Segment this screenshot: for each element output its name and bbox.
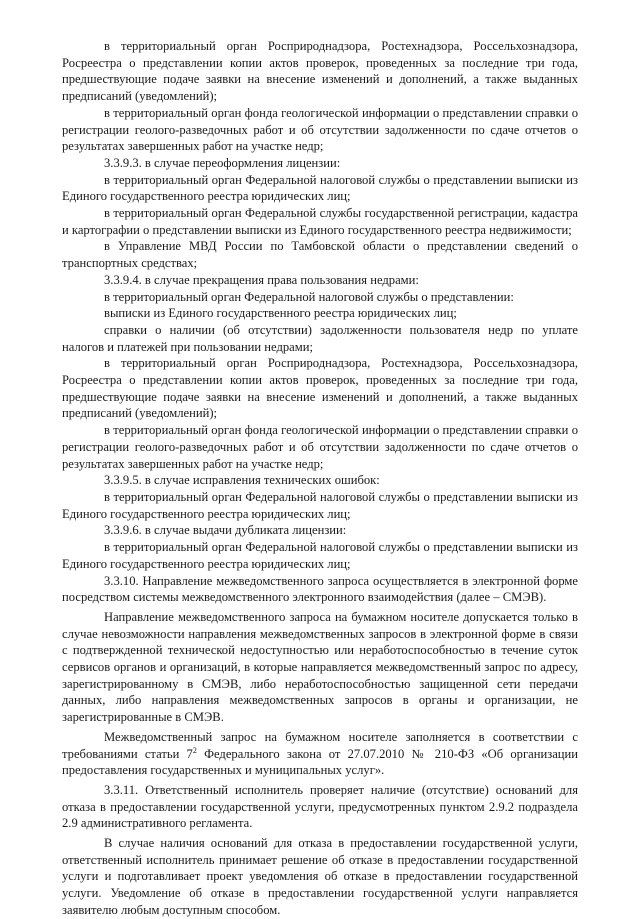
paragraph-3: 3.3.9.3. в случае переоформления лицензии:	[104, 155, 341, 170]
document-body	[62, 38, 578, 919]
paragraph-14: в территориальный орган Федеральной налоговой службы о представлении выписки из Единого государственного реестра юридических лиц;	[62, 489, 578, 521]
paragraph-5: в территориальный орган Федеральной службы государственной регистрации, кадастра и картографии о представлении выписки из Единого государственного реестра недвижимости;	[62, 206, 578, 237]
paragraph-3-3-11: 3.3.11. Ответственный исполнитель проверяет наличие (отсутствие) оснований для отказа в предоставлении государственной услуги, предусмотренных пунктом 2.9.2 подраздела 2.9 административного регламента.	[62, 782, 578, 831]
paragraph-4: в территориальный орган Федеральной налоговой службы о представлении выписки из Единого государственного реестра юридических лиц;	[62, 172, 578, 204]
paragraph-11: в территориальный орган Росприроднадзора, Ростехнадзора, Россельхознадзора, Росреестра о представлении копии актов проверок, проведенных за последние три года, предшествующие подаче заявки на внесение изменений и дополнений, а также выданных предписаний (уведомлений);	[62, 356, 578, 421]
paragraph-8: в территориальный орган Федеральной налоговой службы о представлении:	[104, 289, 514, 304]
paragraph-18: Направление межведомственного запроса на бумажном носителе допускается только в случае невозможности направления межведомственных запросов в электронной форме в связи с подтвержденной технической недоступностью или неработоспособностью в течение суток сервисов органов и организаций, в которые направляется межведомственный запрос по адресу, зарегистрированному в СМЭВ, либо неработоспособностью защищенной сети передачи данных, либо направления межведомственных запросов в органы и организации, не зарегистрированные в СМЭВ.	[62, 609, 578, 725]
paragraph-1: в территориальный орган Росприроднадзора, Ростехнадзора, Россельхознадзора, Росреестра о представлении копии актов проверок, проведенных за последние три года, предшествующие подаче заявки на внесение изменений и дополнений, а также выданных предписаний (уведомлений);	[62, 39, 578, 104]
paragraph-law-reference	[62, 729, 578, 779]
paragraph-17: 3.3.10. Направление межведомственного запроса осуществляется в электронной форме посредством системы межведомственного электронного взаимодействия (далее – СМЭВ).	[62, 573, 578, 605]
paragraph-13: 3.3.9.5. в случае исправления технических ошибок:	[104, 473, 380, 488]
paragraph-12: в территориальный орган фонда геологической информации о представлении справки о регистрации геолого-разведочных работ и об отсутствии задолженности по сдаче отчетов о результатах завершенных работ на участке недр;	[62, 423, 578, 471]
paragraph-9: выписки из Единого государственного реестра юридических лиц;	[104, 306, 457, 321]
law-text-after: Федерального закона от 27.07.2010 № 210-ФЗ «Об организации предоставления государственных и муниципальных услуг».	[62, 746, 578, 778]
law-text-before: Межведомственный запрос на бумажном носителе заполняется в соответствии с требованиями статьи 7	[62, 729, 578, 761]
law-article-superscript: 2	[192, 745, 197, 755]
paragraph-6: в Управление МВД России по Тамбовской области о представлении сведений о транспортных средствах;	[62, 239, 578, 271]
paragraph-10: справки о наличии (об отсутствии) задолженности пользователя недр по уплате налогов и платежей при пользовании недрами;	[62, 322, 578, 354]
paragraph-16: в территориальный орган Федеральной налоговой службы о представлении выписки из Единого государственного реестра юридических лиц;	[62, 540, 578, 571]
paragraph-refusal: В случае наличия оснований для отказа в предоставлении государственной услуги, ответственный исполнитель принимает решение об отказе в предоставлении государственной услуги и подготавливает проект уведомления об отказе в предоставлении государственной услуги. Уведомление об отказе в предоставлении государственной услуги направляется заявителю любым доступным способом.	[62, 836, 578, 917]
paragraph-2: в территориальный орган фонда геологической информации о представлении справки о регистрации геолого-разведочных работ и об отсутствии задолженности по сдаче отчетов о результатах завершенных работ на участке недр;	[62, 105, 578, 154]
paragraph-7: 3.3.9.4. в случае прекращения права пользования недрами:	[104, 272, 419, 287]
paragraph-15: 3.3.9.6. в случае выдачи дубликата лицензии:	[104, 523, 347, 538]
